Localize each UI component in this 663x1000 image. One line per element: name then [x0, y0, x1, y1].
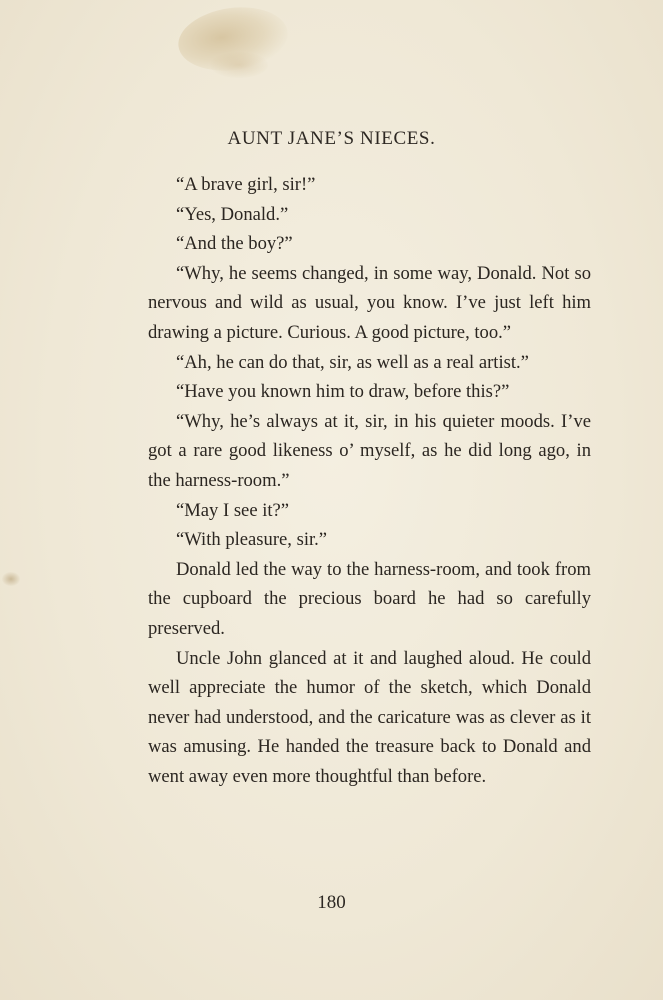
page-number: 180 [317, 892, 346, 913]
paragraph: “Have you known him to draw, before this?” [176, 381, 510, 403]
running-head: AUNT JANE’S NIECES. [227, 128, 436, 149]
paragraph: “Yes, Donald.” [176, 203, 289, 225]
paragraph: “Why, he seems changed, in some way, Donald. Not so nervous and wild as usual, you know. I’ve just left him drawing a picture. Curious. A good picture, too.” [148, 262, 591, 343]
paragraph: “Ah, he can do that, sir, as well as a real artist.” [176, 351, 529, 373]
paper-stain [174, 1, 292, 78]
paragraph: “Why, he’s always at it, sir, in his quieter moods. I’ve got a rare good likeness o’ myself, as he did long ago, in the harness-room.” [148, 410, 591, 491]
paper-stain [2, 572, 20, 586]
paragraph: Donald led the way to the harness-room, and took from the cupboard the precious board he had so carefully preserved. [148, 558, 591, 639]
paragraph: “And the boy?” [176, 233, 293, 255]
body-text [148, 170, 591, 791]
paragraph: “May I see it?” [176, 499, 290, 521]
paragraph: “A brave girl, sir!” [176, 174, 316, 195]
paragraph: Uncle John glanced at it and laughed aloud. He could well appreciate the humor of the sketch, which Donald never had understood, and the caricature was as clever as it was amusing. He handed the treasure back to Donald and went away even more thoughtful than before. [148, 647, 591, 787]
paper-stain [210, 52, 268, 78]
paragraph: “With pleasure, sir.” [176, 529, 328, 551]
